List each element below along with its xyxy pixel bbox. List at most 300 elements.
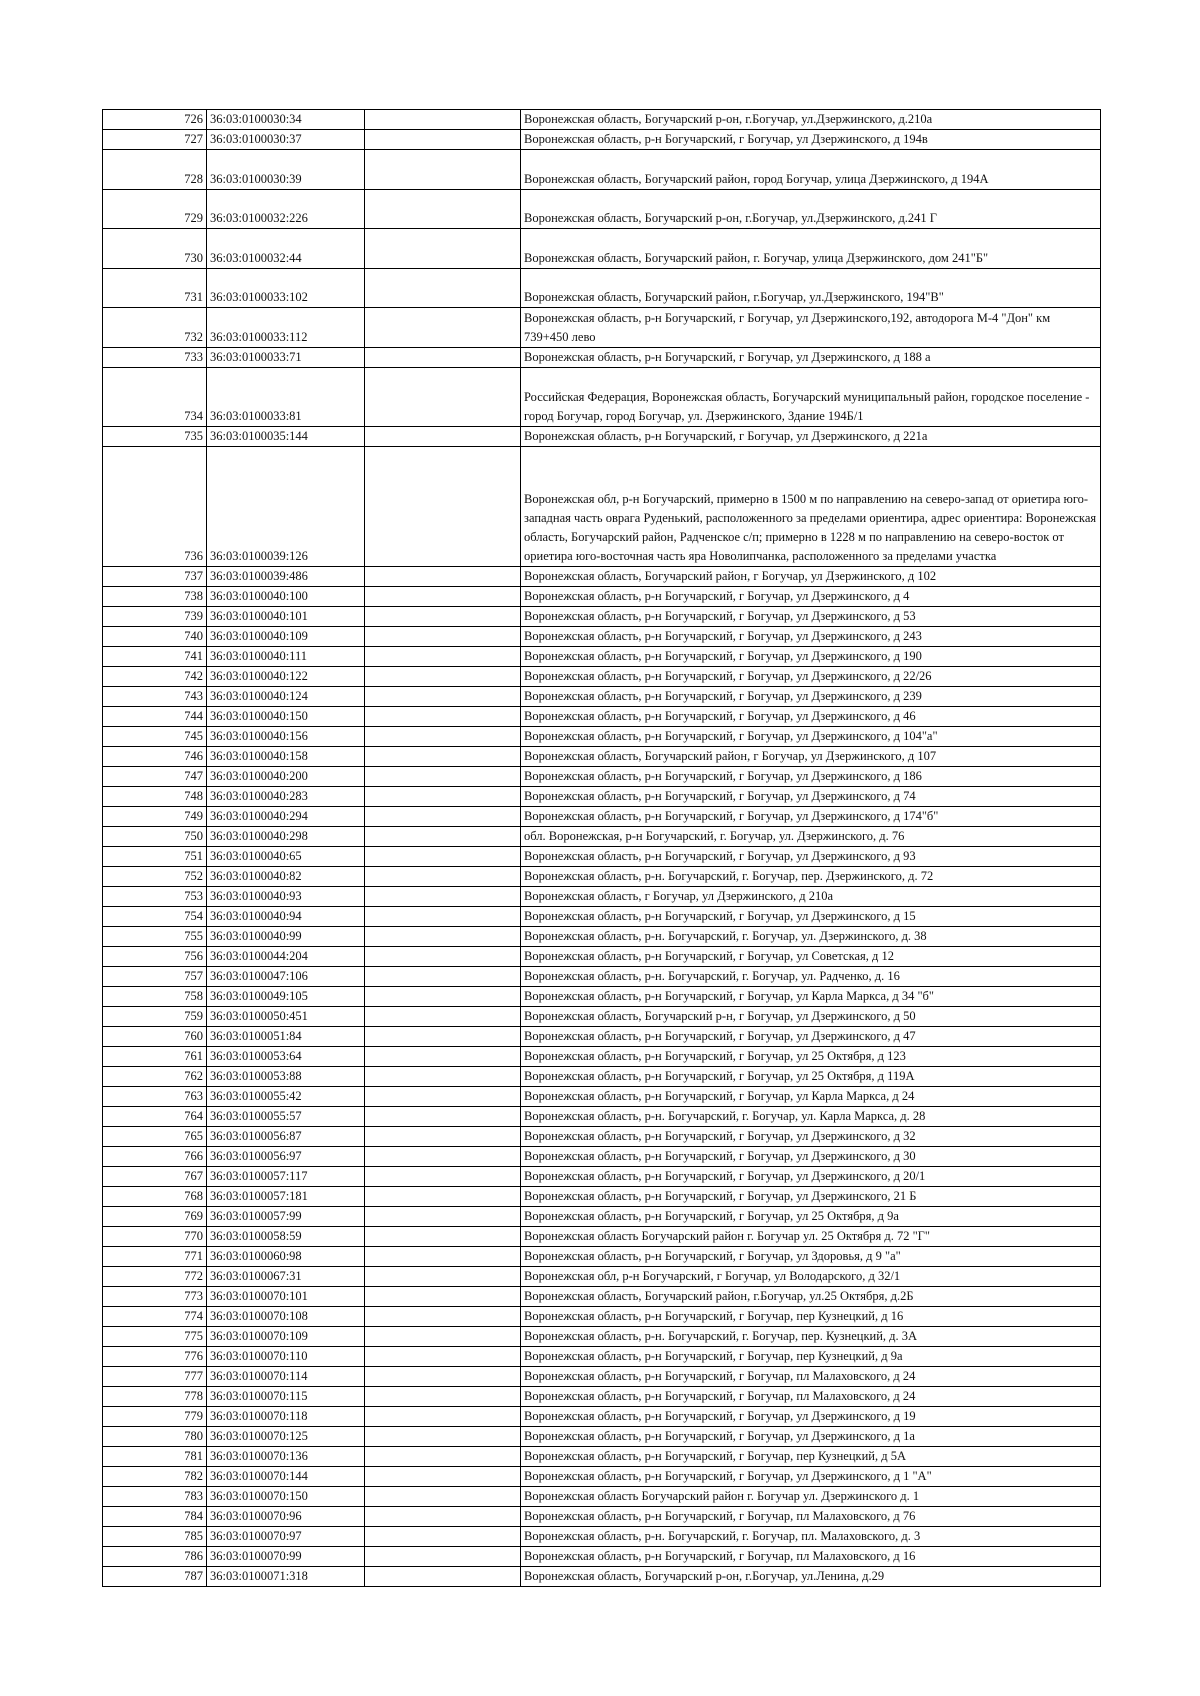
table-row	[103, 1306, 1101, 1326]
empty-cell	[365, 626, 521, 646]
table-row	[103, 1286, 1101, 1306]
empty-cell	[365, 1146, 521, 1166]
table-row	[103, 1526, 1101, 1546]
empty-cell	[365, 308, 521, 348]
row-number-cell: 770	[103, 1226, 207, 1246]
empty-cell	[365, 446, 521, 566]
empty-cell	[365, 606, 521, 626]
cadastral-number-cell: 36:03:0100030:34	[207, 110, 365, 130]
address-cell: Воронежская область, р-н Богучарский, г Богучар, ул Дзержинского, д 104"а"	[521, 726, 1101, 746]
table-row	[103, 1086, 1101, 1106]
address-cell: Воронежская область, р-н Богучарский, г Богучар, ул Дзержинского, д 190	[521, 646, 1101, 666]
cadastral-number-cell: 36:03:0100047:106	[207, 966, 365, 986]
address-cell: Воронежская область, р-н Богучарский, г Богучар, ул Дзержинского, д 93	[521, 846, 1101, 866]
cadastral-number-cell: 36:03:0100039:126	[207, 446, 365, 566]
address-cell: Воронежская область, Богучарский район, г. Богучар, улица Дзержинского, дом 241"Б"	[521, 229, 1101, 269]
table-row	[103, 1026, 1101, 1046]
empty-cell	[365, 1346, 521, 1366]
address-cell: Воронежская область, р-н Богучарский, г Богучар, ул Дзержинского, д 174"б"	[521, 806, 1101, 826]
row-number-cell: 774	[103, 1306, 207, 1326]
empty-cell	[365, 686, 521, 706]
cadastral-number-cell: 36:03:0100053:88	[207, 1066, 365, 1086]
cadastral-number-cell: 36:03:0100056:97	[207, 1146, 365, 1166]
address-cell: Воронежская область, Богучарский район, г Богучар, ул Дзержинского, д 107	[521, 746, 1101, 766]
cadastral-number-cell: 36:03:0100057:99	[207, 1206, 365, 1226]
row-number-cell: 732	[103, 308, 207, 348]
address-cell: Воронежская обл, р-н Богучарский, примерно в 1500 м по направлению на северо-запад от ориетира юго-западная часть оврага Руденький, расположенного за пределами ориентира, адрес ориентира: Воронежская область, Богучарский район, Радченское с/п; примерно в 1228 м по направлению на северо-восток от ориетира юго-восточная часть яра Новолипчанка, расположенного за пределами участка	[521, 446, 1101, 566]
row-number-cell: 786	[103, 1546, 207, 1566]
table-row	[103, 746, 1101, 766]
address-cell: Воронежская область, р-н Богучарский, г Богучар, пл Малаховского, д 24	[521, 1366, 1101, 1386]
address-cell: Воронежская область, Богучарский район, г.Богучар, ул.Дзержинского, 194"В"	[521, 268, 1101, 308]
table-row	[103, 966, 1101, 986]
empty-cell	[365, 229, 521, 269]
address-cell: Российская Федерация, Воронежская область, Богучарский муниципальный район, городское поселение - город Богучар, город Богучар, ул. Дзержинского, Здание 194Б/1	[521, 367, 1101, 426]
table-row	[103, 347, 1101, 367]
row-number-cell: 740	[103, 626, 207, 646]
row-number-cell: 751	[103, 846, 207, 866]
address-cell: Воронежская область, р-н Богучарский, г Богучар, ул Дзержинского, д 46	[521, 706, 1101, 726]
cadastral-number-cell: 36:03:0100057:117	[207, 1166, 365, 1186]
table-row	[103, 946, 1101, 966]
address-cell: Воронежская область, Богучарский р-он, г.Богучар, ул.Дзержинского, д.210а	[521, 110, 1101, 130]
cadastral-number-cell: 36:03:0100033:81	[207, 367, 365, 426]
table-row	[103, 150, 1101, 190]
row-number-cell: 775	[103, 1326, 207, 1346]
cadastral-number-cell: 36:03:0100058:59	[207, 1226, 365, 1246]
cadastral-number-cell: 36:03:0100070:150	[207, 1486, 365, 1506]
empty-cell	[365, 746, 521, 766]
table-row	[103, 1046, 1101, 1066]
address-cell: Воронежская область, р-н Богучарский, г Богучар, ул Дзержинского, д 4	[521, 586, 1101, 606]
table-row	[103, 1506, 1101, 1526]
empty-cell	[365, 1466, 521, 1486]
cadastral-number-cell: 36:03:0100040:200	[207, 766, 365, 786]
address-cell: Воронежская область, р-н. Богучарский, г. Богучар, пер. Дзержинского, д. 72	[521, 866, 1101, 886]
empty-cell	[365, 566, 521, 586]
document-page	[102, 109, 1100, 1587]
empty-cell	[365, 966, 521, 986]
address-cell: Воронежская область, р-н Богучарский, г Богучар, ул Советская, д 12	[521, 946, 1101, 966]
address-cell: Воронежская область, р-н Богучарский, г Богучар, ул 25 Октября, д 119А	[521, 1066, 1101, 1086]
row-number-cell: 759	[103, 1006, 207, 1026]
cadastral-number-cell: 36:03:0100070:108	[207, 1306, 365, 1326]
address-cell: Воронежская область, Богучарский р-он, г.Богучар, ул.Ленина, д.29	[521, 1566, 1101, 1586]
address-cell: Воронежская область, р-н Богучарский, г Богучар, ул Дзержинского, д 30	[521, 1146, 1101, 1166]
address-cell: Воронежская область, р-н Богучарский, г Богучар, ул Дзержинского, д 194в	[521, 130, 1101, 150]
address-cell: Воронежская область, Богучарский р-он, г.Богучар, ул.Дзержинского, д.241 Г	[521, 189, 1101, 229]
row-number-cell: 744	[103, 706, 207, 726]
address-cell: Воронежская область, р-н Богучарский, г Богучар, пл Малаховского, д 16	[521, 1546, 1101, 1566]
table-row	[103, 786, 1101, 806]
empty-cell	[365, 906, 521, 926]
table-row	[103, 367, 1101, 426]
cadastral-table	[102, 109, 1101, 1587]
row-number-cell: 752	[103, 866, 207, 886]
cadastral-number-cell: 36:03:0100050:451	[207, 1006, 365, 1026]
table-row	[103, 706, 1101, 726]
row-number-cell: 766	[103, 1146, 207, 1166]
table-row	[103, 1106, 1101, 1126]
empty-cell	[365, 347, 521, 367]
table-row	[103, 446, 1101, 566]
cadastral-number-cell: 36:03:0100035:144	[207, 426, 365, 446]
row-number-cell: 782	[103, 1466, 207, 1486]
address-cell: Воронежская область, р-н Богучарский, г Богучар, ул Карла Маркса, д 34 "б"	[521, 986, 1101, 1006]
row-number-cell: 731	[103, 268, 207, 308]
row-number-cell: 734	[103, 367, 207, 426]
row-number-cell: 772	[103, 1266, 207, 1286]
row-number-cell: 761	[103, 1046, 207, 1066]
address-cell: Воронежская область, р-н Богучарский, г Богучар, ул Дзержинского, д 20/1	[521, 1166, 1101, 1186]
table-row	[103, 726, 1101, 746]
row-number-cell: 733	[103, 347, 207, 367]
address-cell: Воронежская область Богучарский район г. Богучар ул. Дзержинского д. 1	[521, 1486, 1101, 1506]
table-row	[103, 229, 1101, 269]
table-row	[103, 1006, 1101, 1026]
empty-cell	[365, 1046, 521, 1066]
row-number-cell: 745	[103, 726, 207, 746]
row-number-cell: 764	[103, 1106, 207, 1126]
address-cell: Воронежская область, р-н Богучарский, г Богучар, пер Кузнецкий, д 5А	[521, 1446, 1101, 1466]
table-row	[103, 686, 1101, 706]
empty-cell	[365, 706, 521, 726]
cadastral-number-cell: 36:03:0100067:31	[207, 1266, 365, 1286]
table-row	[103, 586, 1101, 606]
address-cell: Воронежская область, р-н. Богучарский, г. Богучар, ул. Карла Маркса, д. 28	[521, 1106, 1101, 1126]
table-row	[103, 1326, 1101, 1346]
empty-cell	[365, 1526, 521, 1546]
address-cell: Воронежская область, р-н. Богучарский, г. Богучар, ул. Дзержинского, д. 38	[521, 926, 1101, 946]
empty-cell	[365, 1506, 521, 1526]
empty-cell	[365, 786, 521, 806]
address-cell: Воронежская область, р-н Богучарский, г Богучар, ул Дзержинского, д 74	[521, 786, 1101, 806]
cadastral-number-cell: 36:03:0100040:298	[207, 826, 365, 846]
row-number-cell: 776	[103, 1346, 207, 1366]
cadastral-number-cell: 36:03:0100040:82	[207, 866, 365, 886]
table-row	[103, 766, 1101, 786]
row-number-cell: 757	[103, 966, 207, 986]
address-cell: Воронежская область, Богучарский район, г Богучар, ул Дзержинского, д 102	[521, 566, 1101, 586]
cadastral-number-cell: 36:03:0100032:44	[207, 229, 365, 269]
row-number-cell: 741	[103, 646, 207, 666]
table-row	[103, 1246, 1101, 1266]
table-row	[103, 906, 1101, 926]
address-cell: Воронежская область, р-н Богучарский, г Богучар, ул Дзержинского, д 243	[521, 626, 1101, 646]
empty-cell	[365, 1126, 521, 1146]
cadastral-number-cell: 36:03:0100040:93	[207, 886, 365, 906]
empty-cell	[365, 426, 521, 446]
row-number-cell: 736	[103, 446, 207, 566]
address-cell: Воронежская область, р-н Богучарский, г Богучар, ул Дзержинского, д 239	[521, 686, 1101, 706]
table-row	[103, 1186, 1101, 1206]
empty-cell	[365, 1286, 521, 1306]
empty-cell	[365, 1406, 521, 1426]
address-cell: Воронежская область, р-н Богучарский, г Богучар, ул Дзержинского, д 188 а	[521, 347, 1101, 367]
cadastral-number-cell: 36:03:0100055:57	[207, 1106, 365, 1126]
table-row	[103, 566, 1101, 586]
empty-cell	[365, 367, 521, 426]
cadastral-number-cell: 36:03:0100039:486	[207, 566, 365, 586]
address-cell: Воронежская область, р-н Богучарский, г Богучар, ул Карла Маркса, д 24	[521, 1086, 1101, 1106]
row-number-cell: 729	[103, 189, 207, 229]
empty-cell	[365, 926, 521, 946]
empty-cell	[365, 1066, 521, 1086]
cadastral-number-cell: 36:03:0100030:37	[207, 130, 365, 150]
row-number-cell: 763	[103, 1086, 207, 1106]
table-row	[103, 110, 1101, 130]
cadastral-number-cell: 36:03:0100032:226	[207, 189, 365, 229]
cadastral-number-cell: 36:03:0100070:97	[207, 1526, 365, 1546]
address-cell: Воронежская область, Богучарский р-н, г Богучар, ул Дзержинского, д 50	[521, 1006, 1101, 1026]
row-number-cell: 739	[103, 606, 207, 626]
table-row	[103, 1386, 1101, 1406]
address-cell: Воронежская область, р-н Богучарский, г Богучар, пл Малаховского, д 76	[521, 1506, 1101, 1526]
table-row	[103, 1206, 1101, 1226]
empty-cell	[365, 1306, 521, 1326]
address-cell: Воронежская область, р-н Богучарский, г Богучар, ул 25 Октября, д 9а	[521, 1206, 1101, 1226]
address-cell: Воронежская область, р-н Богучарский, г Богучар, ул Дзержинского,192, автодорога М-4 "Дон" км 739+450 лево	[521, 308, 1101, 348]
cadastral-number-cell: 36:03:0100057:181	[207, 1186, 365, 1206]
cadastral-number-cell: 36:03:0100040:94	[207, 906, 365, 926]
row-number-cell: 785	[103, 1526, 207, 1546]
table-row	[103, 646, 1101, 666]
table-row	[103, 1366, 1101, 1386]
address-cell: Воронежская область, р-н Богучарский, г Богучар, ул 25 Октября, д 123	[521, 1046, 1101, 1066]
cadastral-number-cell: 36:03:0100070:96	[207, 1506, 365, 1526]
address-cell: Воронежская область, г Богучар, ул Дзержинского, д 210а	[521, 886, 1101, 906]
address-cell: Воронежская область, р-н Богучарский, г Богучар, ул Дзержинского, д 32	[521, 1126, 1101, 1146]
address-cell: Воронежская область, Богучарский район, город Богучар, улица Дзержинского, д 194А	[521, 150, 1101, 190]
row-number-cell: 771	[103, 1246, 207, 1266]
address-cell: Воронежская область, р-н Богучарский, г Богучар, ул Дзержинского, д 15	[521, 906, 1101, 926]
cadastral-number-cell: 36:03:0100056:87	[207, 1126, 365, 1146]
cadastral-number-cell: 36:03:0100040:109	[207, 626, 365, 646]
table-row	[103, 1226, 1101, 1246]
table-row	[103, 268, 1101, 308]
table-row	[103, 426, 1101, 446]
table-row	[103, 626, 1101, 646]
row-number-cell: 780	[103, 1426, 207, 1446]
empty-cell	[365, 1326, 521, 1346]
address-cell: Воронежская обл, р-н Богучарский, г Богучар, ул Володарского, д 32/1	[521, 1266, 1101, 1286]
address-cell: Воронежская область, р-н Богучарский, г Богучар, пл Малаховского, д 24	[521, 1386, 1101, 1406]
table-row	[103, 886, 1101, 906]
address-cell: Воронежская область, р-н Богучарский, г Богучар, ул Дзержинского, д 1 "А"	[521, 1466, 1101, 1486]
row-number-cell: 748	[103, 786, 207, 806]
row-number-cell: 749	[103, 806, 207, 826]
empty-cell	[365, 806, 521, 826]
row-number-cell: 769	[103, 1206, 207, 1226]
row-number-cell: 747	[103, 766, 207, 786]
row-number-cell: 750	[103, 826, 207, 846]
table-row	[103, 606, 1101, 626]
address-cell: Воронежская область, р-н Богучарский, г Богучар, ул Дзержинского, д 221а	[521, 426, 1101, 446]
table-row	[103, 1126, 1101, 1146]
empty-cell	[365, 1226, 521, 1246]
empty-cell	[365, 766, 521, 786]
cadastral-number-cell: 36:03:0100033:102	[207, 268, 365, 308]
empty-cell	[365, 1426, 521, 1446]
cadastral-number-cell: 36:03:0100040:156	[207, 726, 365, 746]
table-row	[103, 846, 1101, 866]
cadastral-number-cell: 36:03:0100033:112	[207, 308, 365, 348]
empty-cell	[365, 1266, 521, 1286]
cadastral-number-cell: 36:03:0100040:294	[207, 806, 365, 826]
table-row	[103, 189, 1101, 229]
empty-cell	[365, 866, 521, 886]
row-number-cell: 779	[103, 1406, 207, 1426]
cadastral-number-cell: 36:03:0100070:125	[207, 1426, 365, 1446]
address-cell: Воронежская область, р-н Богучарский, г Богучар, пер Кузнецкий, д 9а	[521, 1346, 1101, 1366]
address-cell: обл. Воронежская, р-н Богучарский, г. Богучар, ул. Дзержинского, д. 76	[521, 826, 1101, 846]
cadastral-number-cell: 36:03:0100049:105	[207, 986, 365, 1006]
empty-cell	[365, 1446, 521, 1466]
table-row	[103, 1486, 1101, 1506]
empty-cell	[365, 1566, 521, 1586]
row-number-cell: 735	[103, 426, 207, 446]
empty-cell	[365, 826, 521, 846]
row-number-cell: 746	[103, 746, 207, 766]
cadastral-number-cell: 36:03:0100040:111	[207, 646, 365, 666]
row-number-cell: 767	[103, 1166, 207, 1186]
row-number-cell: 777	[103, 1366, 207, 1386]
table-row	[103, 926, 1101, 946]
address-cell: Воронежская область, р-н Богучарский, г Богучар, ул Дзержинского, д 53	[521, 606, 1101, 626]
cadastral-number-cell: 36:03:0100070:99	[207, 1546, 365, 1566]
empty-cell	[365, 986, 521, 1006]
row-number-cell: 730	[103, 229, 207, 269]
row-number-cell: 743	[103, 686, 207, 706]
empty-cell	[365, 1166, 521, 1186]
address-cell: Воронежская область, р-н. Богучарский, г. Богучар, ул. Радченко, д. 16	[521, 966, 1101, 986]
empty-cell	[365, 268, 521, 308]
cadastral-number-cell: 36:03:0100040:65	[207, 846, 365, 866]
row-number-cell: 756	[103, 946, 207, 966]
cadastral-number-cell: 36:03:0100070:101	[207, 1286, 365, 1306]
cadastral-number-cell: 36:03:0100033:71	[207, 347, 365, 367]
table-row	[103, 1426, 1101, 1446]
cadastral-number-cell: 36:03:0100040:101	[207, 606, 365, 626]
cadastral-number-cell: 36:03:0100070:136	[207, 1446, 365, 1466]
empty-cell	[365, 586, 521, 606]
cadastral-number-cell: 36:03:0100040:99	[207, 926, 365, 946]
empty-cell	[365, 1026, 521, 1046]
cadastral-number-cell: 36:03:0100053:64	[207, 1046, 365, 1066]
cadastral-number-cell: 36:03:0100070:118	[207, 1406, 365, 1426]
empty-cell	[365, 946, 521, 966]
cadastral-number-cell: 36:03:0100040:158	[207, 746, 365, 766]
cadastral-number-cell: 36:03:0100040:100	[207, 586, 365, 606]
row-number-cell: 778	[103, 1386, 207, 1406]
row-number-cell: 758	[103, 986, 207, 1006]
row-number-cell: 787	[103, 1566, 207, 1586]
row-number-cell: 727	[103, 130, 207, 150]
table-row	[103, 1546, 1101, 1566]
table-row	[103, 1466, 1101, 1486]
empty-cell	[365, 1206, 521, 1226]
empty-cell	[365, 1186, 521, 1206]
empty-cell	[365, 1546, 521, 1566]
address-cell: Воронежская область, р-н Богучарский, г Богучар, ул Дзержинского, д 22/26	[521, 666, 1101, 686]
row-number-cell: 726	[103, 110, 207, 130]
row-number-cell: 784	[103, 1506, 207, 1526]
empty-cell	[365, 886, 521, 906]
table-row	[103, 1146, 1101, 1166]
cadastral-number-cell: 36:03:0100040:124	[207, 686, 365, 706]
cadastral-number-cell: 36:03:0100071:318	[207, 1566, 365, 1586]
cadastral-number-cell: 36:03:0100044:204	[207, 946, 365, 966]
address-cell: Воронежская область Богучарский район г. Богучар ул. 25 Октября д. 72 "Г"	[521, 1226, 1101, 1246]
address-cell: Воронежская область, р-н Богучарский, г Богучар, ул Здоровья, д 9 "а"	[521, 1246, 1101, 1266]
table-row	[103, 1406, 1101, 1426]
empty-cell	[365, 130, 521, 150]
row-number-cell: 760	[103, 1026, 207, 1046]
cadastral-number-cell: 36:03:0100070:115	[207, 1386, 365, 1406]
row-number-cell: 773	[103, 1286, 207, 1306]
empty-cell	[365, 110, 521, 130]
table-row	[103, 1066, 1101, 1086]
empty-cell	[365, 1366, 521, 1386]
empty-cell	[365, 1246, 521, 1266]
row-number-cell: 738	[103, 586, 207, 606]
cadastral-number-cell: 36:03:0100070:109	[207, 1326, 365, 1346]
table-row	[103, 826, 1101, 846]
table-row	[103, 866, 1101, 886]
empty-cell	[365, 189, 521, 229]
address-cell: Воронежская область, р-н Богучарский, г Богучар, ул Дзержинского, д 47	[521, 1026, 1101, 1046]
empty-cell	[365, 846, 521, 866]
row-number-cell: 754	[103, 906, 207, 926]
cadastral-number-cell: 36:03:0100040:122	[207, 666, 365, 686]
table-row	[103, 1346, 1101, 1366]
address-cell: Воронежская область, р-н Богучарский, г Богучар, ул Дзержинского, д 1а	[521, 1426, 1101, 1446]
address-cell: Воронежская область, р-н Богучарский, г Богучар, ул Дзержинского, д 19	[521, 1406, 1101, 1426]
table-row	[103, 1266, 1101, 1286]
row-number-cell: 762	[103, 1066, 207, 1086]
empty-cell	[365, 646, 521, 666]
address-cell: Воронежская область, р-н Богучарский, г Богучар, пер Кузнецкий, д 16	[521, 1306, 1101, 1326]
cadastral-number-cell: 36:03:0100055:42	[207, 1086, 365, 1106]
table-row	[103, 1566, 1101, 1586]
table-row	[103, 308, 1101, 348]
row-number-cell: 765	[103, 1126, 207, 1146]
empty-cell	[365, 1106, 521, 1126]
empty-cell	[365, 1486, 521, 1506]
row-number-cell: 753	[103, 886, 207, 906]
empty-cell	[365, 1006, 521, 1026]
cadastral-number-cell: 36:03:0100070:144	[207, 1466, 365, 1486]
address-cell: Воронежская область, р-н. Богучарский, г. Богучар, пл. Малаховского, д. 3	[521, 1526, 1101, 1546]
table-row	[103, 986, 1101, 1006]
cadastral-number-cell: 36:03:0100030:39	[207, 150, 365, 190]
row-number-cell: 783	[103, 1486, 207, 1506]
empty-cell	[365, 1086, 521, 1106]
address-cell: Воронежская область, р-н. Богучарский, г. Богучар, пер. Кузнецкий, д. 3А	[521, 1326, 1101, 1346]
row-number-cell: 755	[103, 926, 207, 946]
table-body	[103, 110, 1101, 1587]
table-row	[103, 1446, 1101, 1466]
cadastral-number-cell: 36:03:0100070:110	[207, 1346, 365, 1366]
row-number-cell: 742	[103, 666, 207, 686]
empty-cell	[365, 726, 521, 746]
row-number-cell: 728	[103, 150, 207, 190]
row-number-cell: 737	[103, 566, 207, 586]
empty-cell	[365, 1386, 521, 1406]
cadastral-number-cell: 36:03:0100060:98	[207, 1246, 365, 1266]
empty-cell	[365, 666, 521, 686]
table-row	[103, 806, 1101, 826]
